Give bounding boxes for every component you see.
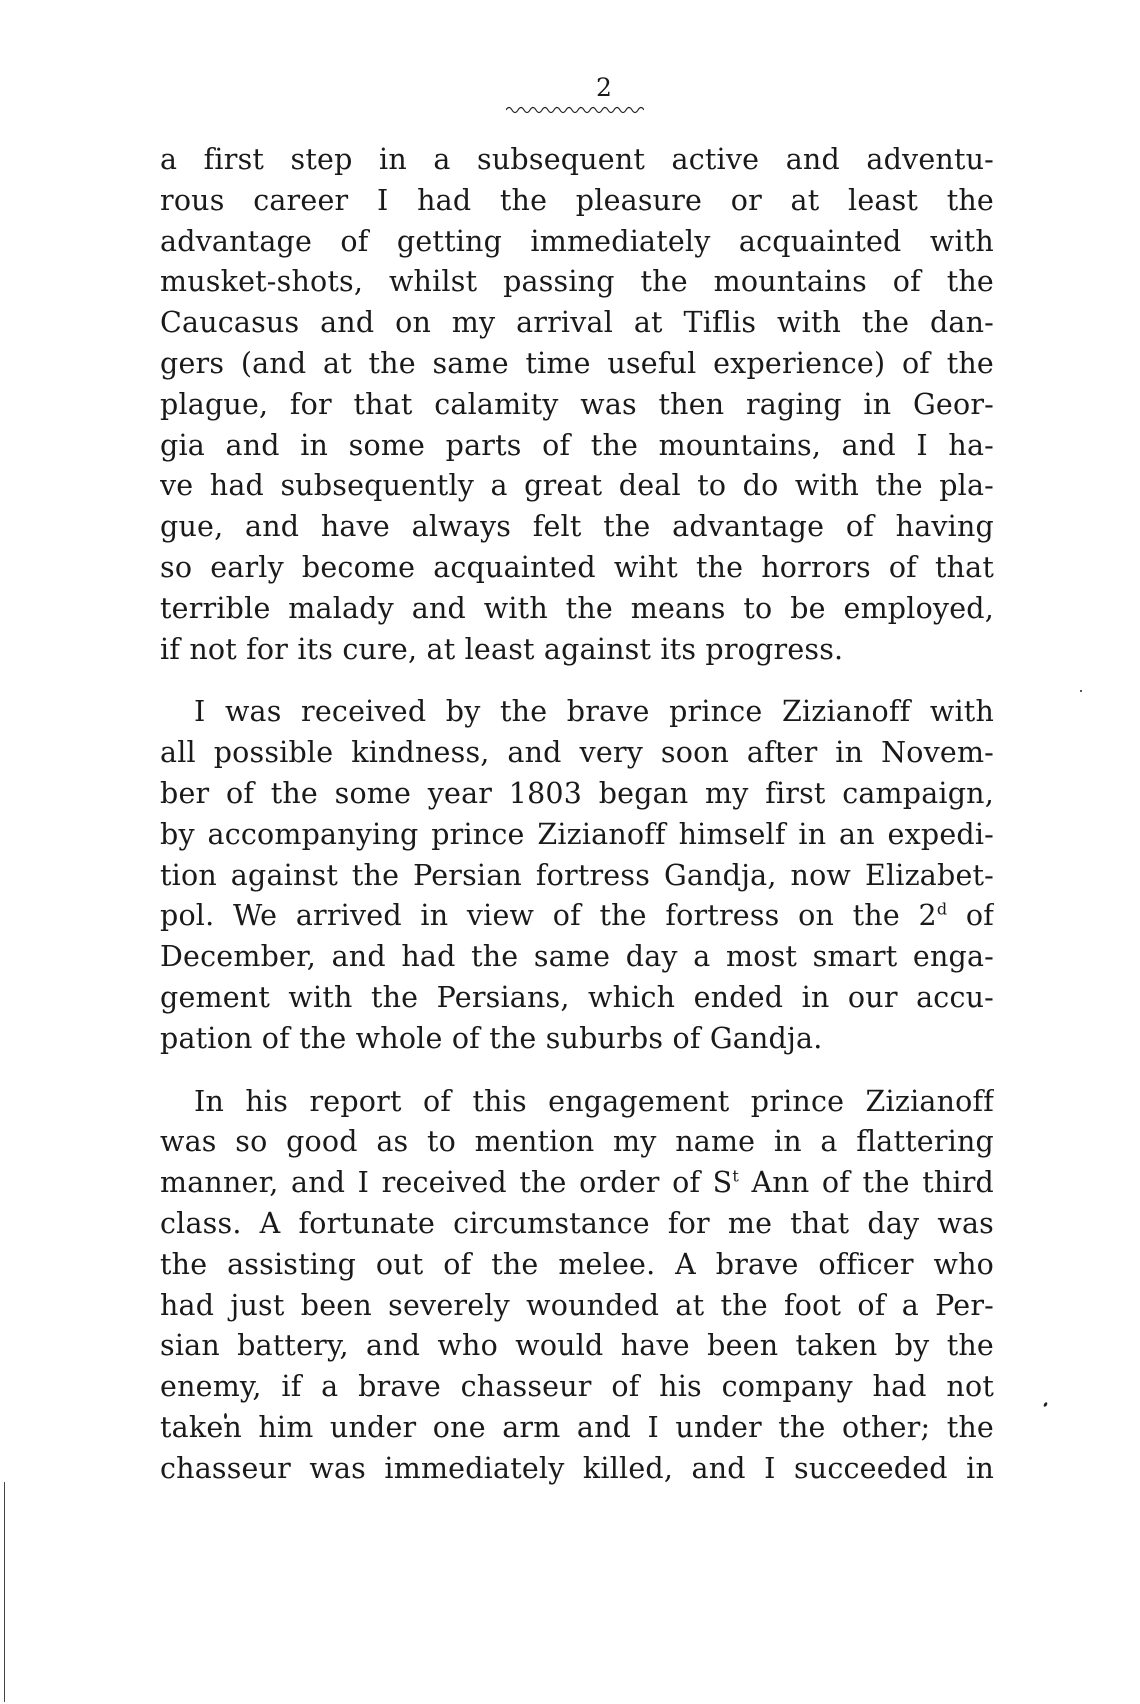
text-line-with-superscript [160, 896, 994, 937]
ink-speck [1043, 1402, 1048, 1408]
text-line: enemy, if a brave chasseur of his company had not [160, 1370, 994, 1404]
wavy-rule-ornament [506, 105, 644, 115]
text-line: all possible kindness, and very soon after in Novem- [160, 736, 994, 770]
text-line: musket-shots, whilst passing the mountains of the [160, 265, 994, 299]
text-line: In his report of this engagement prince Zizianoff [194, 1084, 994, 1118]
scan-edge-mark [4, 1482, 5, 1702]
text-line: by accompanying prince Zizianoff himself in an expedi- [160, 817, 994, 851]
text-line: was so good as to mention my name in a flattering [160, 1125, 994, 1159]
paragraph-3 [160, 1082, 994, 1490]
text-line-start: manner, and I received the order of S [160, 1166, 733, 1200]
text-line: gement with the Persians, which ended in our accu- [160, 980, 994, 1014]
text-line: gia and in some parts of the mountains, and I ha- [160, 428, 994, 462]
text-line: December, and had the same day a most smart enga- [160, 940, 994, 974]
text-line: pation of the whole of the suburbs of Gandja. [160, 1021, 823, 1055]
text-line: class. A fortunate circumstance for me that day was [160, 1206, 994, 1240]
text-line: sian battery, and who would have been taken by the [160, 1329, 994, 1363]
text-line: the assisting out of the melee. A brave officer who [160, 1247, 994, 1281]
text-line: rous career I had the pleasure or at least the [160, 183, 994, 217]
page-number: 2 [596, 73, 612, 102]
text-line: chasseur was immediately killed, and I succeeded in [160, 1451, 994, 1485]
body-text [160, 140, 994, 1512]
text-line-start: pol. We arrived in view of the fortress on the 2 [160, 899, 937, 933]
ink-speck [1080, 690, 1082, 692]
text-line: had just been severely wounded at the foot of a Per- [160, 1288, 994, 1322]
text-line: Caucasus and on my arrival at Tiflis with the dan- [160, 306, 994, 340]
text-line: a first step in a subsequent active and adventu- [160, 143, 994, 176]
text-line: ber of the some year 1803 began my first campaign, [160, 776, 994, 810]
text-line: tion against the Persian fortress Gandja, now Elizabet- [160, 858, 994, 892]
text-line: if not for its cure, at least against its progress. [160, 632, 844, 666]
text-line: plague, for that calamity was then raging in Geor- [160, 387, 994, 421]
paragraph-1 [160, 140, 994, 670]
text-line: ve had subsequently a great deal to do with the pla- [160, 469, 994, 503]
superscript-ordinal: d [936, 899, 948, 919]
text-line: gers (and at the same time useful experience) of the [160, 346, 994, 380]
text-line: I was received by the brave prince Zizianoff with [194, 695, 994, 729]
text-line: advantage of getting immediately acquainted with [160, 224, 994, 258]
text-line: so early become acquainted wiht the horrors of that [160, 550, 994, 584]
text-line: taken him under one arm and I under the other; the [160, 1410, 994, 1444]
paragraph-2 [160, 692, 994, 1059]
text-line-end: of [947, 899, 994, 933]
text-line-with-superscript [160, 1163, 994, 1204]
superscript-abbrev: t [732, 1166, 740, 1186]
text-line: terrible malady and with the means to be employed, [160, 591, 994, 625]
text-line-end: Ann of the third [739, 1166, 994, 1200]
text-line: gue, and have always felt the advantage of having [160, 510, 994, 544]
